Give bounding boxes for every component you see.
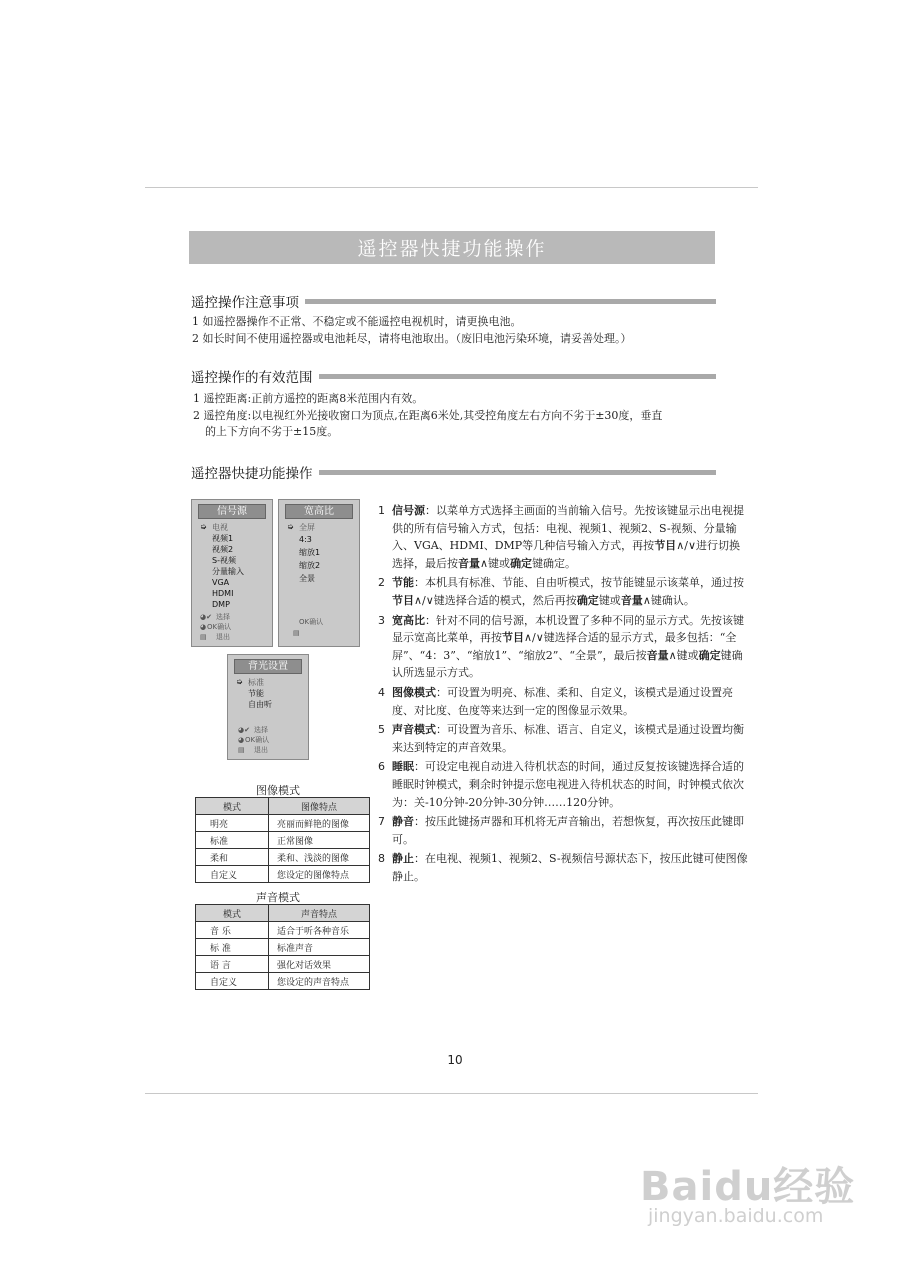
- table-cell: 适合于听各种音乐: [269, 922, 370, 939]
- feature-number: 2: [378, 576, 385, 590]
- section-heading-shortcuts: [191, 462, 716, 482]
- table-cell: 语 言: [196, 956, 269, 973]
- osd-item: DMP: [212, 600, 230, 609]
- osd-item: HDMI: [212, 589, 234, 598]
- feature-number: 5: [378, 723, 385, 737]
- table-cell: 明亮: [196, 815, 269, 832]
- menu-key-icon: ▤: [200, 633, 207, 641]
- osd-control-label: OK确认: [245, 736, 270, 744]
- table-cell: 您设定的声音特点: [269, 973, 370, 990]
- feature-text: ：本机具有标准、节能、自由听模式，按节能键显示该菜单，通过按: [414, 576, 744, 590]
- table-header: 模式: [196, 798, 269, 815]
- osd-item: 电视: [212, 523, 228, 532]
- table-caption: 声音模式: [256, 891, 300, 904]
- feature-text: ：可设置为音乐、标准、语言、自定义，该模式是通过设置均衡来达到特定的声音效果。: [392, 723, 744, 754]
- feature-number: 1: [378, 504, 385, 517]
- osd-title: 宽高比: [285, 504, 353, 519]
- osd-title: 信号源: [198, 504, 266, 519]
- osd-item: 缩放1: [299, 548, 321, 557]
- feature-item: [378, 721, 748, 756]
- select-keys-icon: ◕✔: [238, 726, 250, 734]
- feature-keyword: 静音: [392, 815, 414, 829]
- osd-control-label: OK确认: [207, 623, 232, 631]
- ok-key-icon: ◕: [238, 736, 245, 744]
- range-line: 的上下方向不劣于±15度。: [205, 425, 339, 438]
- feature-text: ：可设置为明亮、标准、柔和、自定义，该模式是通过设置亮度、对比度、色度等来达到一定的图像显示效果。: [392, 685, 733, 717]
- range-line: 1 遥控距离:正前方遥控的距离8米范围内有效。: [193, 392, 424, 405]
- osd-backlight-menu: [227, 654, 309, 760]
- osd-title: 背光设置: [234, 659, 302, 674]
- feature-number: 6: [378, 760, 385, 774]
- feature-number: 8: [378, 852, 385, 866]
- osd-control-label: 选择: [216, 613, 230, 621]
- feature-number: 4: [378, 685, 385, 699]
- feature-item: [378, 574, 748, 609]
- feature-keyword: 信号源: [392, 504, 425, 517]
- feature-keyword: 宽高比: [392, 613, 425, 627]
- feature-keyword: 确定: [576, 593, 599, 607]
- feature-keyword: 声音模式: [392, 723, 436, 737]
- select-keys-icon: ◕✔: [200, 613, 212, 621]
- osd-item: 节能: [248, 689, 264, 698]
- osd-item: 自由听: [248, 700, 272, 709]
- table-row: [196, 815, 370, 832]
- osd-item: S-视频: [212, 556, 236, 565]
- feature-number: 7: [378, 815, 385, 829]
- watermark-brand: Baidu经验: [640, 1164, 856, 1210]
- osd-control-label: 选择: [254, 726, 268, 734]
- feature-keyword: 静止: [392, 852, 414, 866]
- feature-item: [378, 758, 748, 811]
- table-row: [196, 973, 370, 990]
- table-cell: 亮丽而鲜艳的图像: [269, 815, 370, 832]
- feature-text: ：可设定电视自动进入待机状态的时间，通过反复按该键选择合适的睡眠时钟模式，剩余时钟提示您电视进入待机状态的时间，时钟模式依次为：关-10分钟-20分钟-30分钟……120分钟。: [392, 760, 744, 809]
- osd-item: 视频1: [212, 534, 234, 543]
- table-cell: 标准声音: [269, 939, 370, 956]
- feature-text: ∧/∨键选择合适的模式，然后再按: [414, 593, 577, 607]
- selected-arrow-icon: ➭: [200, 522, 207, 531]
- section-rule: [319, 470, 717, 475]
- feature-keyword: 睡眠: [392, 760, 414, 774]
- page-number: 10: [447, 1053, 463, 1067]
- table-row: [196, 956, 370, 973]
- osd-item: 视频2: [212, 545, 234, 554]
- table-row: [196, 866, 370, 883]
- feature-keyword: 节目: [392, 593, 414, 607]
- feature-item: [378, 684, 748, 719]
- range-line: 2 遥控角度:以电视红外光接收窗口为顶点,在距离6米处,其受控角度左右方向不劣于±30度，垂直: [193, 409, 663, 422]
- table-caption: 图像模式: [256, 784, 300, 797]
- table-header: 声音特点: [269, 905, 370, 922]
- feature-list: [378, 502, 748, 887]
- section-title: 遥控操作的有效范围: [191, 370, 313, 386]
- feature-text: ：针对不同的信号源，本机设置了多种不同的显示方式。先按该键显示宽高比菜单，再按: [392, 613, 744, 645]
- picture-mode-table: [195, 797, 370, 883]
- feature-text: 键确认所选显示方式。: [392, 648, 743, 680]
- feature-keyword: 确定: [510, 556, 533, 570]
- note-line: 2 如长时间不使用遥控器或电池耗尽，请将电池取出。（废旧电池污染环境，请妥善处理。）: [192, 332, 632, 345]
- osd-aspect-menu: [278, 499, 360, 647]
- feature-keyword: 音量: [458, 556, 480, 570]
- feature-keyword: 音量: [646, 648, 669, 662]
- section-rule: [319, 374, 717, 379]
- table-header-row: [196, 798, 370, 815]
- feature-item: [378, 850, 748, 885]
- table-header: 图像特点: [269, 798, 370, 815]
- table-header-row: [196, 905, 370, 922]
- table-cell: 柔和、浅淡的图像: [269, 849, 370, 866]
- table-cell: 正常图像: [269, 832, 370, 849]
- osd-item: 缩放2: [299, 561, 321, 570]
- table-cell: 自定义: [196, 866, 269, 883]
- feature-text: 键确定。: [532, 556, 577, 570]
- feature-text: ∧/∨进行切换选择，最后按: [392, 539, 740, 570]
- table-header: 模式: [196, 905, 269, 922]
- sound-mode-table: [195, 904, 370, 990]
- osd-item: 标准: [248, 678, 264, 687]
- feature-keyword: 确定: [698, 648, 721, 662]
- feature-text: ：按压此键扬声器和耳机将无声音输出，若想恢复，再次按压此键即可。: [392, 815, 744, 846]
- table-row: [196, 922, 370, 939]
- table-cell: 强化对话效果: [269, 956, 370, 973]
- table-row: [196, 849, 370, 866]
- osd-control-label: 退出: [216, 633, 230, 641]
- ok-key-icon: ◕: [200, 623, 207, 631]
- page-title: 遥控器快捷功能操作: [189, 231, 715, 264]
- section-rule: [305, 299, 716, 304]
- feature-item: [378, 612, 748, 682]
- note-line: 1 如遥控器操作不正常、不稳定或不能遥控电视机时，请更换电池。: [192, 315, 522, 328]
- osd-item: 全景: [299, 574, 315, 583]
- watermark-url: jingyan.baidu.com: [648, 1205, 824, 1227]
- feature-keyword: 音量: [620, 593, 643, 607]
- menu-key-icon: ▤: [238, 746, 245, 754]
- feature-keyword: 图像模式: [392, 685, 436, 699]
- section-title: 遥控器快捷功能操作: [191, 466, 313, 482]
- feature-keyword: 节能: [392, 576, 414, 590]
- feature-text: ：在电视、视频1、视频2、S-视频信号源状态下，按压此键可使图像静止。: [392, 852, 748, 883]
- feature-text: ∧键或: [668, 648, 699, 662]
- feature-text: 键或: [598, 593, 621, 607]
- section-title: 遥控操作注意事项: [191, 295, 299, 311]
- feature-text: ∧/∨键选择合适的显示方式，最多包括：“全屏”、“4：3”、“缩放1”、“缩放2”、“全景”，最后按: [392, 631, 737, 662]
- osd-item: 全屏: [299, 523, 315, 532]
- selected-arrow-icon: ➭: [287, 522, 294, 531]
- feature-number: 3: [378, 613, 385, 627]
- table-row: [196, 939, 370, 956]
- menu-key-icon: ▤: [293, 629, 300, 637]
- feature-text: ：以菜单方式选择主画面的当前输入信号。先按该键显示出电视提供的所有信号输入方式，包括：电视、视频1、视频2、S-视频、分量输入、VGA、HDMI、DMP等几种信号输入方式，再按: [392, 504, 744, 553]
- osd-source-menu: [191, 499, 273, 647]
- feature-item: [378, 813, 748, 848]
- feature-text: ∧键或: [480, 556, 511, 570]
- table-cell: 自定义: [196, 973, 269, 990]
- table-row: [196, 832, 370, 849]
- table-cell: 您设定的图像特点: [269, 866, 370, 883]
- feature-keyword: 节目: [654, 539, 677, 553]
- table-cell: 标准: [196, 832, 269, 849]
- section-heading-range: [191, 366, 716, 386]
- selected-arrow-icon: ➭: [236, 677, 243, 686]
- osd-item: 分量输入: [212, 567, 244, 576]
- feature-text: ∧键确认。: [642, 593, 695, 607]
- feature-keyword: 节目: [502, 631, 524, 645]
- osd-item: 4:3: [299, 535, 312, 544]
- table-cell: 音 乐: [196, 922, 269, 939]
- feature-item: [378, 502, 748, 572]
- osd-control-label: 退出: [254, 746, 268, 754]
- table-cell: 标 准: [196, 939, 269, 956]
- osd-item: VGA: [212, 578, 230, 587]
- table-cell: 柔和: [196, 849, 269, 866]
- watermark: [640, 1155, 856, 1227]
- section-heading-notes: [191, 291, 716, 311]
- osd-control-label: OK确认: [299, 618, 324, 626]
